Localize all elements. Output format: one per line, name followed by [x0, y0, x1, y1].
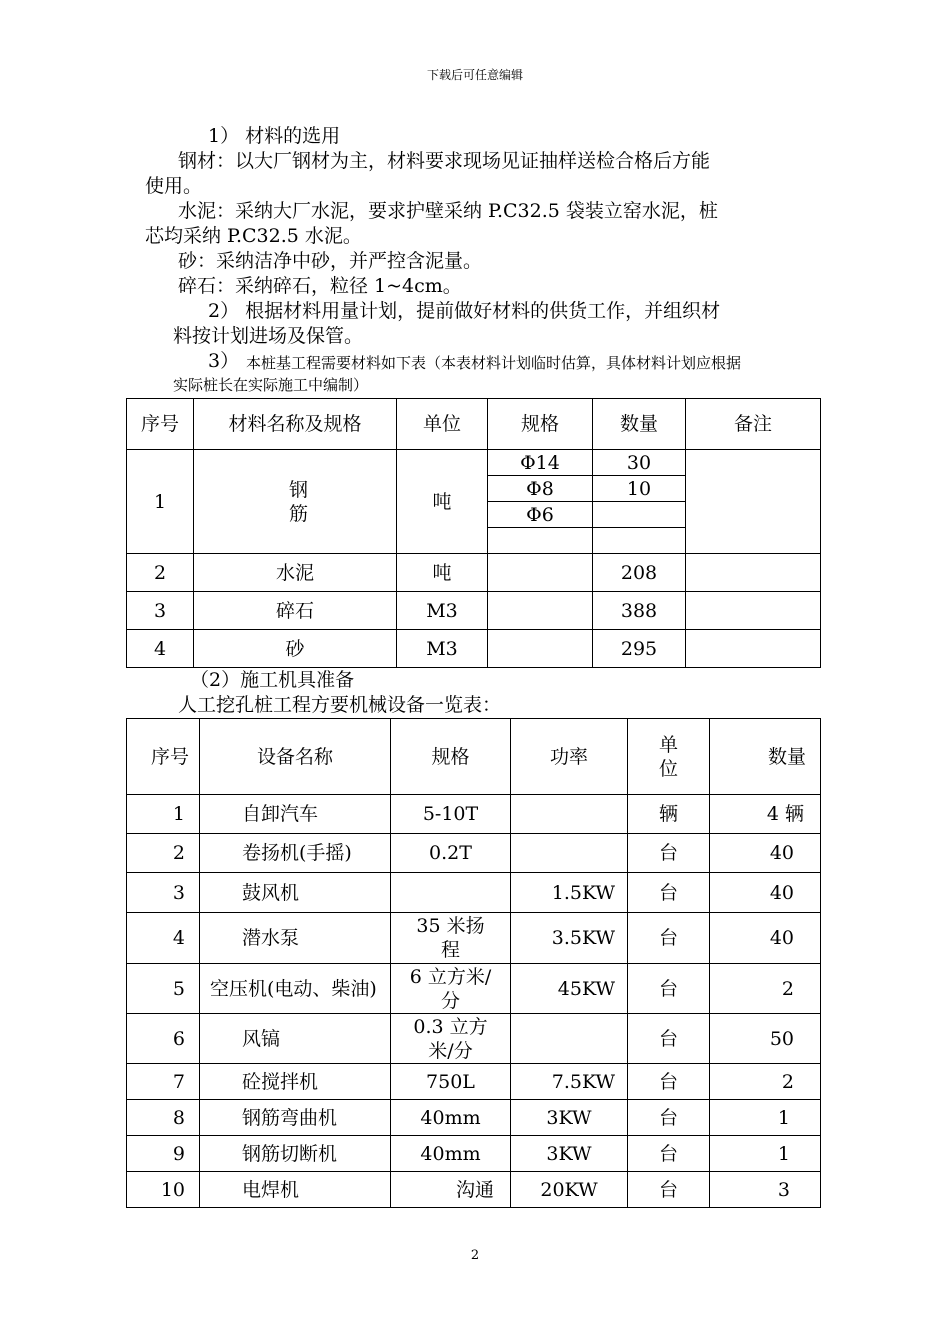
- header-spec: 规格: [391, 719, 511, 795]
- material-row-qty: 388: [593, 592, 686, 630]
- material-row-unit: M3: [397, 630, 488, 668]
- page-header: 下载后可任意编辑: [426, 68, 523, 82]
- para-supply-plan: 2） 根据材料用量计划，提前做好材料的供货工作，并组织材: [208, 300, 721, 322]
- material-row-name: 碎石: [194, 592, 397, 630]
- equipment-row-spec: 0.3 立方米/分: [391, 1014, 511, 1064]
- equipment-row-unit: 台: [628, 964, 710, 1014]
- equipment-row-power: [511, 795, 628, 834]
- equipment-row-spec: 35 米扬程: [391, 913, 511, 964]
- para-cement: 水泥：采纳大厂水泥，要求护壁采纳 P.C32.5 袋装立窑水泥，桩: [178, 200, 718, 222]
- material-row-no: 3: [127, 592, 194, 630]
- equipment-row-no: 9: [127, 1136, 200, 1172]
- material-row-no: 2: [127, 554, 194, 592]
- material-row-spec: [488, 592, 593, 630]
- equipment-row-qty: 1: [710, 1136, 821, 1172]
- equipment-row-name: 钢筋弯曲机: [200, 1100, 391, 1136]
- equipment-row-qty: 40: [710, 913, 821, 964]
- section-2-title: （2）施工机具准备: [190, 669, 355, 691]
- page-number: 2: [470, 1248, 480, 1263]
- steel-qty-1: 30: [593, 450, 686, 476]
- equipment-row-spec: 0.2T: [391, 834, 511, 873]
- header-no: 序号: [127, 399, 194, 450]
- equipment-row-name: 卷扬机(手摇): [200, 834, 391, 873]
- header-unit: 单位: [628, 719, 710, 795]
- material-row-remark: [686, 554, 821, 592]
- para-table-intro-cont: 实际桩长在实际施工中编制）: [173, 376, 369, 394]
- equipment-row-spec: 5-10T: [391, 795, 511, 834]
- steel-qty-2: 10: [593, 476, 686, 502]
- steel-spec-1: Φ14: [488, 450, 593, 476]
- header-quantity: 数量: [710, 719, 821, 795]
- equipment-row-qty: 4 辆: [710, 795, 821, 834]
- equipment-row-unit: 台: [628, 1136, 710, 1172]
- material-row-no: 4: [127, 630, 194, 668]
- header-no: 序号: [127, 719, 200, 795]
- equipment-row-name: 鼓风机: [200, 873, 391, 913]
- materials-table: [126, 398, 821, 668]
- equipment-table: [126, 718, 821, 1208]
- equipment-row-unit: 辆: [628, 795, 710, 834]
- equipment-row-name: 空压机(电动、柴油): [200, 964, 391, 1014]
- steel-qty-4: [593, 528, 686, 554]
- equipment-row-qty: 2: [710, 1064, 821, 1100]
- material-row-unit: 吨: [397, 554, 488, 592]
- para-supply-plan-cont: 料按计划进场及保管。: [173, 325, 364, 347]
- equipment-row-unit: 台: [628, 1014, 710, 1064]
- para-steel: 钢材：以大厂钢材为主，材料要求现场见证抽样送检合格后方能: [178, 150, 711, 172]
- equipment-row-power: 7.5KW: [511, 1064, 628, 1100]
- equipment-row-unit: 台: [628, 834, 710, 873]
- para-cement-cont: 芯均采纳 P.C32.5 水泥。: [145, 225, 362, 247]
- equipment-row-power: 20KW: [511, 1172, 628, 1208]
- equipment-row-name: 自卸汽车: [200, 795, 391, 834]
- equipment-row-qty: 40: [710, 873, 821, 913]
- equipment-row-name: 电焊机: [200, 1172, 391, 1208]
- equipment-row-spec: 40mm: [391, 1136, 511, 1172]
- header-material-name: 材料名称及规格: [194, 399, 397, 450]
- header-spec: 规格: [488, 399, 593, 450]
- material-row-qty: 208: [593, 554, 686, 592]
- equipment-row-name: 风镐: [200, 1014, 391, 1064]
- para-sand: 砂：采纳洁净中砂，并严控含泥量。: [178, 250, 483, 272]
- para-item-3-number: 3）: [208, 350, 240, 372]
- equipment-row-spec: 6 立方米/分: [391, 964, 511, 1014]
- equipment-row-no: 5: [127, 964, 200, 1014]
- equipment-row-power: [511, 834, 628, 873]
- steel-unit: 吨: [397, 450, 488, 554]
- steel-name: 钢筋: [194, 450, 397, 554]
- material-row-spec: [488, 554, 593, 592]
- equipment-row-qty: 3: [710, 1172, 821, 1208]
- header-power: 功率: [511, 719, 628, 795]
- equipment-row-power: 1.5KW: [511, 873, 628, 913]
- material-row-name: 砂: [194, 630, 397, 668]
- equipment-row-power: 3.5KW: [511, 913, 628, 964]
- para-table-intro: 本桩基工程需要材料如下表（本表材料计划临时估算，具体材料计划应根据: [246, 354, 742, 372]
- equipment-row-name: 砼搅拌机: [200, 1064, 391, 1100]
- equipment-row-no: 10: [127, 1172, 200, 1208]
- steel-spec-3: Φ6: [488, 502, 593, 528]
- equipment-row-no: 6: [127, 1014, 200, 1064]
- steel-qty-3: [593, 502, 686, 528]
- header-quantity: 数量: [593, 399, 686, 450]
- equipment-row-no: 3: [127, 873, 200, 913]
- header-remark: 备注: [686, 399, 821, 450]
- equipment-row-qty: 1: [710, 1100, 821, 1136]
- steel-no: 1: [127, 450, 194, 554]
- equipment-row-unit: 台: [628, 913, 710, 964]
- equipment-row-no: 2: [127, 834, 200, 873]
- para-gravel: 碎石：采纳碎石，粒径 1~4cm。: [178, 275, 462, 297]
- equipment-row-qty: 50: [710, 1014, 821, 1064]
- equipment-row-no: 7: [127, 1064, 200, 1100]
- equipment-row-no: 4: [127, 913, 200, 964]
- para-steel-cont: 使用。: [145, 175, 203, 197]
- material-row-remark: [686, 592, 821, 630]
- equipment-row-power: 3KW: [511, 1100, 628, 1136]
- equipment-row-power: [511, 1014, 628, 1064]
- equipment-row-name: 钢筋切断机: [200, 1136, 391, 1172]
- steel-spec-4: [488, 528, 593, 554]
- equipment-row-power: 3KW: [511, 1136, 628, 1172]
- equipment-row-unit: 台: [628, 1172, 710, 1208]
- equipment-row-name: 潜水泵: [200, 913, 391, 964]
- equipment-row-spec: [391, 873, 511, 913]
- equipment-row-unit: 台: [628, 1064, 710, 1100]
- equipment-row-qty: 2: [710, 964, 821, 1014]
- equipment-row-spec: 沟通: [391, 1172, 511, 1208]
- section-2-subtitle: 人工挖孔桩工程方要机械设备一览表：: [178, 694, 502, 716]
- equipment-row-qty: 40: [710, 834, 821, 873]
- para-materials-selection: 1） 材料的选用: [208, 125, 341, 147]
- material-row-remark: [686, 630, 821, 668]
- steel-remark: [686, 450, 821, 554]
- equipment-row-power: 45KW: [511, 964, 628, 1014]
- equipment-row-spec: 750L: [391, 1064, 511, 1100]
- material-row-unit: M3: [397, 592, 488, 630]
- equipment-row-spec: 40mm: [391, 1100, 511, 1136]
- equipment-row-unit: 台: [628, 873, 710, 913]
- header-equipment-name: 设备名称: [200, 719, 391, 795]
- equipment-row-no: 8: [127, 1100, 200, 1136]
- equipment-row-no: 1: [127, 795, 200, 834]
- header-unit: 单位: [397, 399, 488, 450]
- steel-spec-2: Φ8: [488, 476, 593, 502]
- material-row-qty: 295: [593, 630, 686, 668]
- material-row-name: 水泥: [194, 554, 397, 592]
- equipment-row-unit: 台: [628, 1100, 710, 1136]
- material-row-spec: [488, 630, 593, 668]
